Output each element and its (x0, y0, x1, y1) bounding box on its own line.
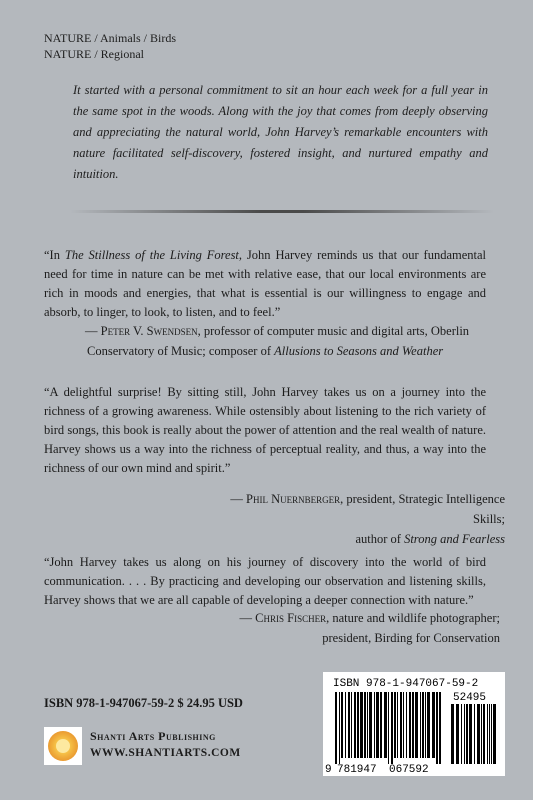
endorser-name: Phil Nuernberger (246, 492, 341, 506)
barcode-bar (388, 692, 389, 764)
barcode-bar (474, 704, 475, 764)
barcode-isbn-text: ISBN 978-1-947067-59-2 (333, 678, 479, 690)
barcode-bar (436, 692, 438, 764)
endorsement-quote (44, 246, 486, 322)
barcode-bar (427, 692, 430, 758)
barcode-price-code: 52495 (453, 692, 487, 704)
endorsement-attribution: — Peter V. Swendsen, professor of computer music and digital arts, Oberlin Conservatory of Music; composer of Allusions to Seasons and Weather (85, 324, 470, 358)
isbn-price: ISBN 978-1-947067-59-2 $ 24.95 USD (44, 696, 243, 710)
endorser-work: Strong and Fearless (404, 532, 505, 546)
barcode-bar (348, 692, 350, 758)
barcode-bar (469, 704, 472, 764)
barcode-bar (364, 692, 366, 758)
barcode-bar (367, 692, 368, 758)
barcode-bar (406, 692, 407, 758)
barcode-bar (483, 704, 485, 764)
barcode-bar (493, 704, 496, 764)
barcode-bar (391, 692, 393, 764)
barcode-bar (397, 692, 398, 758)
barcode-bar (464, 704, 465, 764)
barcode-bar (489, 704, 490, 764)
barcode-bar (380, 692, 382, 758)
endorser-name: Chris Fischer (255, 611, 327, 625)
barcode-bar (403, 692, 404, 758)
barcode-bar (439, 692, 441, 764)
barcode-digit-first: 9 (325, 764, 332, 776)
barcode-bar (354, 692, 356, 758)
barcode-bar (422, 692, 424, 758)
subject-categories (44, 30, 176, 62)
barcode-bar (420, 692, 421, 758)
barcode-bar (412, 692, 414, 758)
barcode-bar (376, 692, 379, 758)
barcode-bar (384, 692, 387, 758)
barcode-bar (339, 692, 340, 764)
publisher-block (44, 727, 304, 777)
endorsement-quote: “John Harvey takes us along on his journey of discovery into the world of bird communication. . . . By practicing and developing our observation and listening skills, Harvey shows that we are all capable of developing a deeper connection with nature.” (44, 555, 486, 607)
barcode-bar (481, 704, 482, 764)
publisher-url: WWW.SHANTIARTS.COM (90, 747, 241, 759)
barcode-bar (341, 692, 343, 758)
publisher-name: Shanti Arts Publishing (90, 729, 216, 743)
book-title: The Stillness of the Living Forest (64, 248, 239, 262)
isbn-barcode (323, 672, 505, 776)
divider-rule (70, 210, 494, 213)
barcode-bar (369, 692, 372, 758)
category-line: NATURE / Regional (44, 47, 144, 61)
barcode-bar (374, 692, 375, 758)
quote-text: “In The Stillness of the Living Forest, John Harvey reminds us that our fundamental need for time in nature can be met with relative ease, that our local environments are rich in moods and energies, that what is essential is our willingness to engage and absorb, to linger, to look, to listen, and to feel.” (44, 248, 487, 319)
barcode-bar (425, 692, 426, 758)
barcode-bar (415, 692, 418, 758)
barcode-bars (335, 692, 441, 764)
barcode-bar (409, 692, 411, 758)
endorser-name: Peter V. Swendsen (100, 324, 198, 338)
barcode-bar (466, 704, 468, 764)
barcode-addon-bars (451, 704, 496, 764)
sun-logo-icon (44, 727, 82, 765)
book-blurb: It started with a personal commitment to sit an hour each week for a full year in the same spot in the woods. Along with the joy that comes from deeply observing and appreciating the natural world, John Harvey’s remarkable encounters with nature facilitated self-discovery, fostered insight, and nurtured empathy and intuition. (73, 83, 488, 181)
barcode-bar (394, 692, 396, 758)
barcode-bar (477, 704, 480, 764)
barcode-bar (456, 704, 459, 764)
barcode-bar (451, 704, 454, 764)
barcode-bar (345, 692, 346, 758)
barcode-bar (335, 692, 337, 764)
category-line: NATURE / Animals / Birds (44, 31, 177, 45)
barcode-bar (432, 692, 435, 758)
endorsement-attribution: — Phil Nuernberger, president, Strategic Intelligence Skills; author of Strong and Fearless (230, 492, 505, 546)
endorser-work: Allusions to Seasons and Weather (274, 344, 444, 358)
barcode-bar (360, 692, 363, 758)
barcode-bar (487, 704, 488, 764)
barcode-digits-right: 067592 (389, 764, 429, 776)
barcode-bar (400, 692, 402, 758)
endorsement-attribution: — Chris Fischer, nature and wildlife photographer; president, Birding for Conservation (239, 611, 500, 645)
barcode-bar (461, 704, 462, 764)
barcode-bar (351, 692, 352, 758)
barcode-bar (357, 692, 359, 758)
endorsement-quote: “A delightful surprise! By sitting still, John Harvey takes us on a journey into the richness of a growing awareness. While ostensibly about listening to the rich variety of bird songs, this book is really about the power of attention and the real wealth of nature. Harvey shows us a way into the richness of perceptual reality, and thus, a way into the richness of our own mind and spirit.” (44, 385, 486, 475)
barcode-bar (491, 704, 492, 764)
barcode-digits-left: 781947 (337, 764, 377, 776)
